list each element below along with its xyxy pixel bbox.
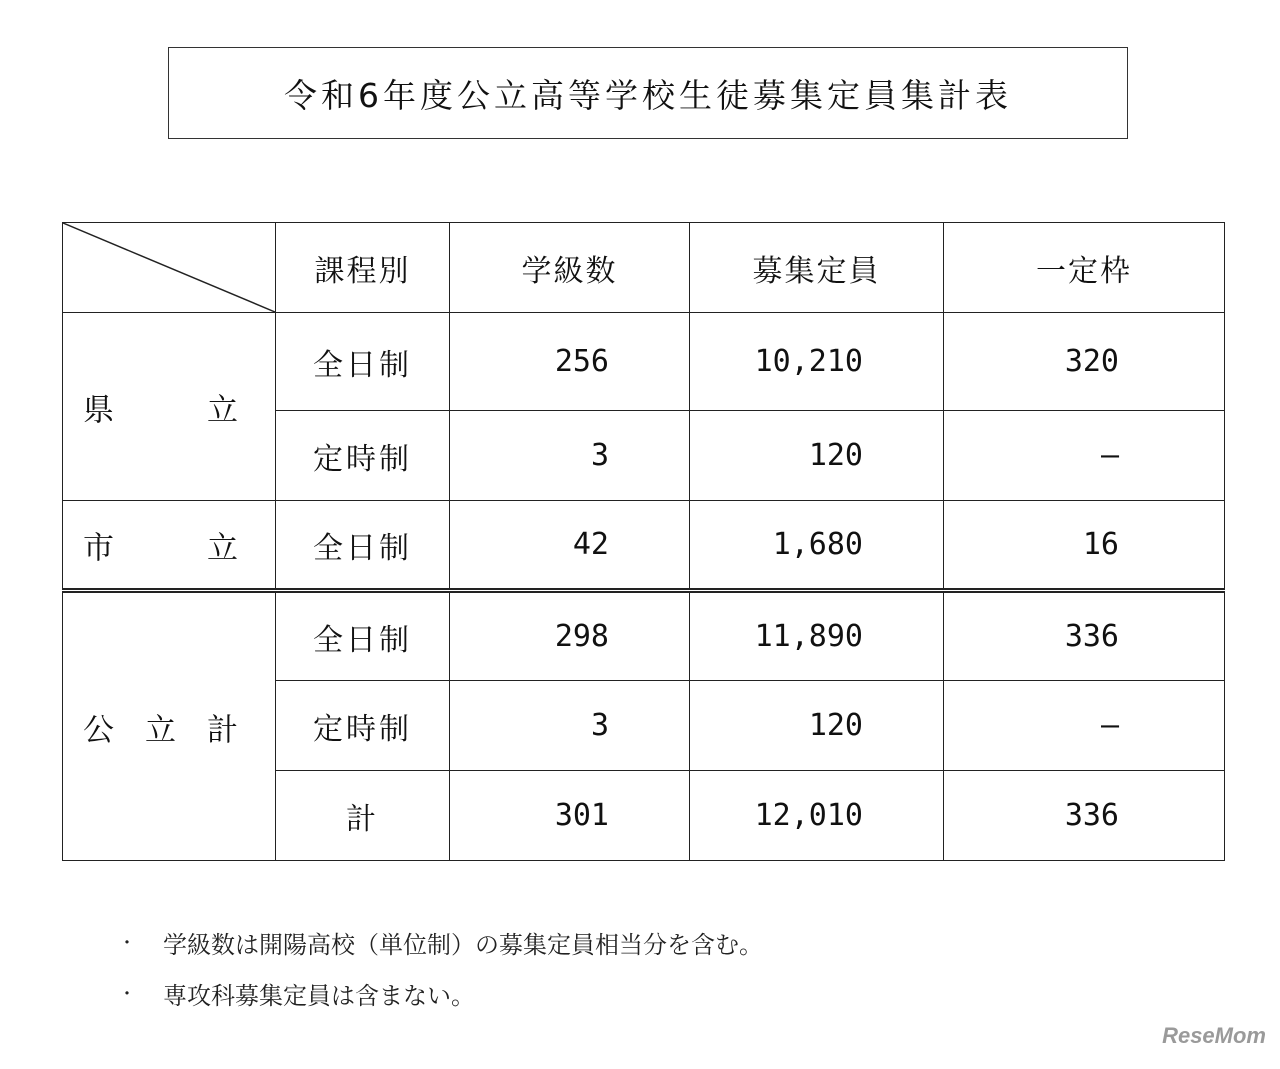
note-item: [118, 928, 763, 959]
capacity-cell: 10,210: [690, 313, 944, 411]
course-cell: 全日制: [276, 313, 450, 411]
group-label: 県 立: [83, 392, 238, 428]
bullet-icon: ・: [118, 933, 136, 954]
capacity-cell: 12,010: [690, 771, 944, 861]
course-cell: 計: [276, 771, 450, 861]
course-cell: 定時制: [276, 681, 450, 771]
note-text: 専攻科募集定員は含まない。: [163, 981, 475, 1010]
corner-cell: [63, 223, 276, 313]
header-classes: 学級数: [450, 223, 690, 313]
classes-cell: 3: [450, 411, 690, 501]
classes-cell: 298: [450, 591, 690, 681]
capacity-cell: 1,680: [690, 501, 944, 591]
table-row: [63, 501, 1225, 591]
group-shiritsu: [63, 501, 276, 591]
classes-cell: 3: [450, 681, 690, 771]
quota-cell: —: [944, 411, 1225, 501]
capacity-table: [62, 222, 1225, 861]
quota-cell: 16: [944, 501, 1225, 591]
quota-cell: 320: [944, 313, 1225, 411]
resemom-logo: ReseMom: [1162, 1023, 1266, 1048]
quota-cell: 336: [944, 771, 1225, 861]
course-cell: 全日制: [276, 591, 450, 681]
classes-cell: 256: [450, 313, 690, 411]
group-label: 公 立 計: [83, 712, 238, 748]
group-label: 市 立: [83, 530, 238, 566]
page-title: 令和6年度公立高等学校生徒募集定員集計表: [284, 75, 1012, 115]
course-cell: 全日制: [276, 501, 450, 591]
table-row: [63, 591, 1225, 681]
classes-cell: 42: [450, 501, 690, 591]
capacity-cell: 11,890: [690, 591, 944, 681]
course-cell: 定時制: [276, 411, 450, 501]
note-item: [118, 979, 763, 1010]
header-capacity: 募集定員: [690, 223, 944, 313]
capacity-cell: 120: [690, 411, 944, 501]
quota-cell: —: [944, 681, 1225, 771]
group-koritsu: [63, 591, 276, 861]
table-row: [63, 313, 1225, 411]
group-kenritsu: [63, 313, 276, 501]
note-text: 学級数は開陽高校（単位制）の募集定員相当分を含む。: [163, 930, 763, 959]
quota-cell: 336: [944, 591, 1225, 681]
title-box: [168, 47, 1128, 139]
table-header-row: [63, 223, 1225, 313]
notes: [118, 928, 763, 1030]
bullet-icon: ・: [118, 984, 136, 1005]
capacity-cell: 120: [690, 681, 944, 771]
header-quota: 一定枠: [944, 223, 1225, 313]
header-course: 課程別: [276, 223, 450, 313]
classes-cell: 301: [450, 771, 690, 861]
diagonal-line: [63, 223, 275, 312]
